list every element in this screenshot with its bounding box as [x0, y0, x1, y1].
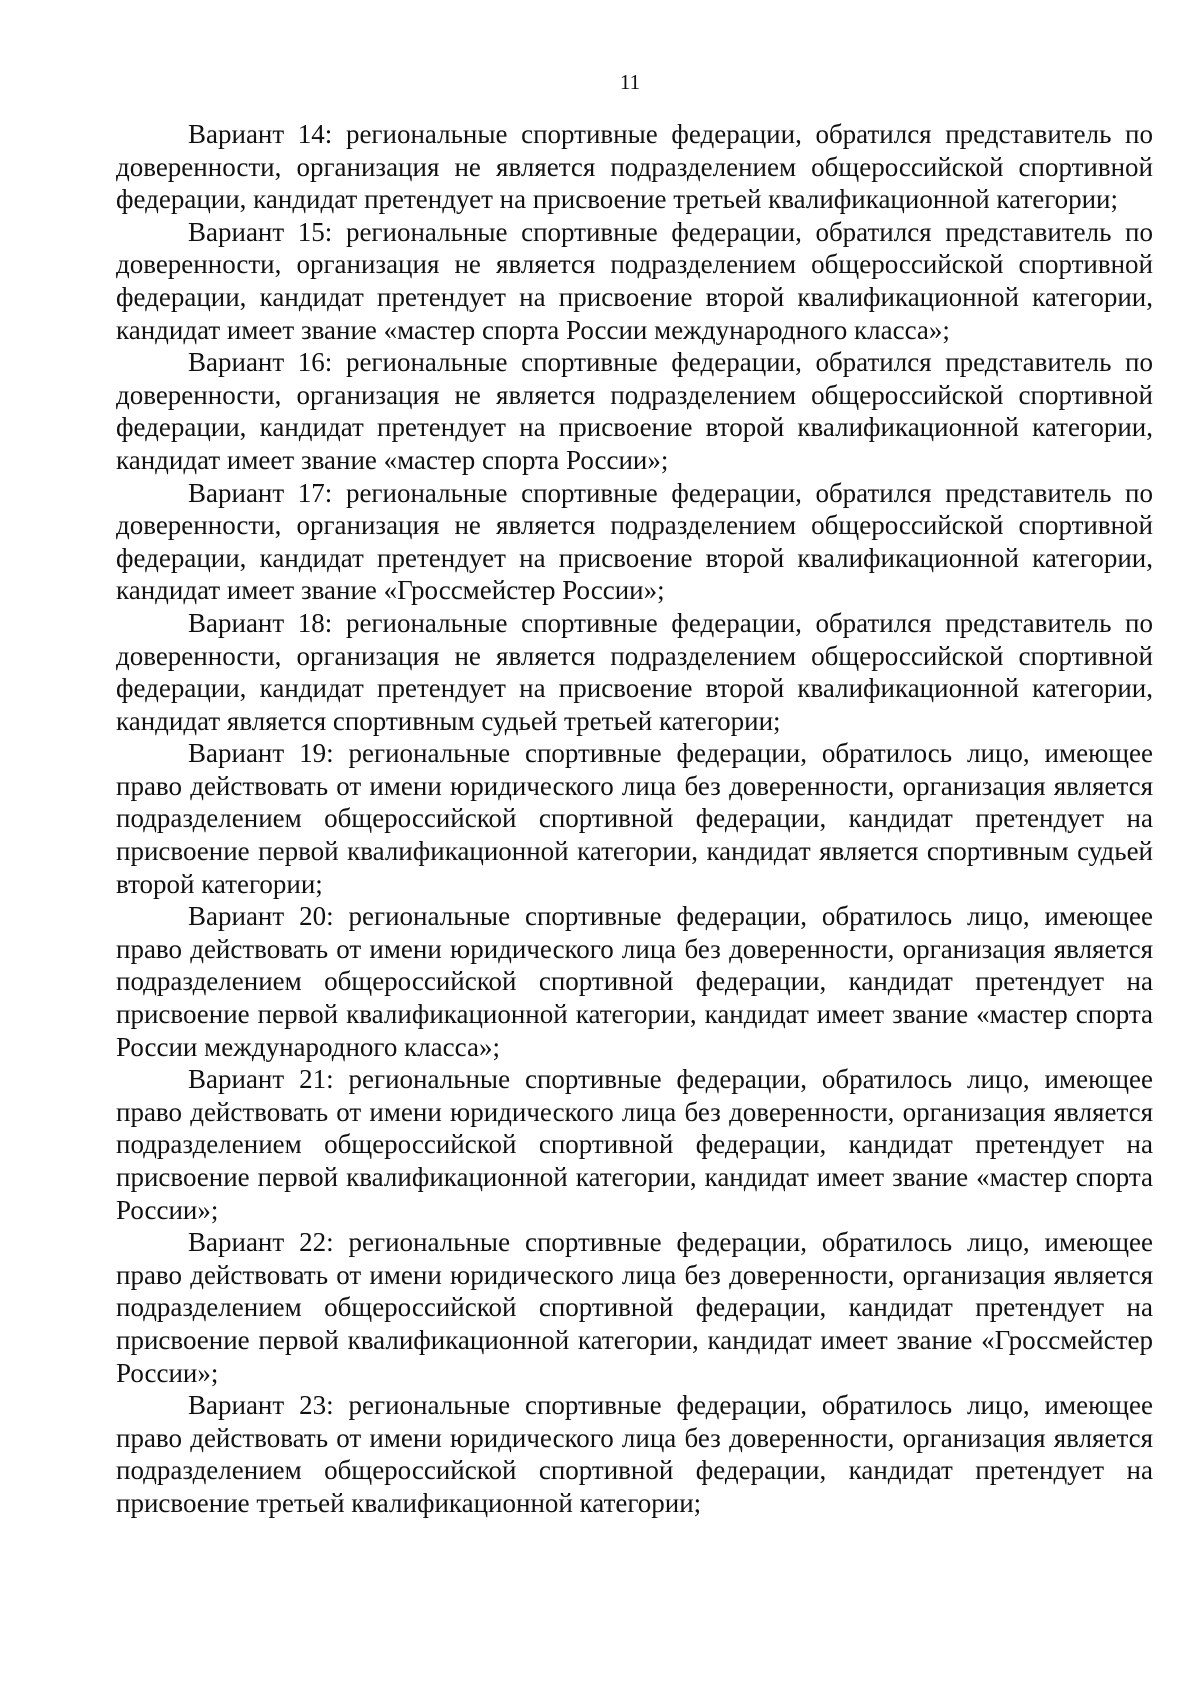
paragraph-variant-17: Вариант 17: региональные спортивные федерации, обратился представитель по доверенности, организация не является подразделением общероссийской спортивной федерации, кандидат претендует на присвоение второй квалификационной категории, кандидат имеет звание «Гроссмейстер России»;: [116, 477, 1153, 606]
paragraph-variant-14: Вариант 14: региональные спортивные федерации, обратился представитель по доверенности, организация не является подразделением общероссийской спортивной федерации, кандидат претендует на присвоение третьей квалификационной категории;: [116, 119, 1153, 215]
paragraph-variant-15: Вариант 15: региональные спортивные федерации, обратился представитель по доверенности, организация не является подразделением общероссийской спортивной федерации, кандидат претендует на присвоение второй квалификационной категории, кандидат имеет звание «мастер спорта России международного класса»;: [116, 216, 1153, 345]
paragraph-variant-23: Вариант 23: региональные спортивные федерации, обратилось лицо, имеющее право действовать от имени юридического лица без доверенности, организация является подразделением общероссийской спортивной федерации, кандидат претендует на присвоение третьей квалификационной категории;: [116, 1390, 1153, 1518]
document-body: [116, 118, 1153, 1520]
paragraph-variant-22: Вариант 22: региональные спортивные федерации, обратилось лицо, имеющее право действовать от имени юридического лица без доверенности, организация является подразделением общероссийской спортивной федерации, кандидат претендует на присвоение первой квалификационной категории, кандидат имеет звание «Гроссмейстер России»;: [116, 1227, 1153, 1388]
paragraph-variant-21: Вариант 21: региональные спортивные федерации, обратилось лицо, имеющее право действовать от имени юридического лица без доверенности, организация является подразделением общероссийской спортивной федерации, кандидат претендует на присвоение первой квалификационной категории, кандидат имеет звание «мастер спорта России»;: [116, 1064, 1153, 1225]
paragraph-variant-19: Вариант 19: региональные спортивные федерации, обратилось лицо, имеющее право действовать от имени юридического лица без доверенности, организация является подразделением общероссийской спортивной федерации, кандидат претендует на присвоение первой квалификационной категории, кандидат является спортивным судьей второй категории;: [116, 738, 1153, 899]
page-number: 11: [619, 70, 641, 94]
paragraph-variant-18: Вариант 18: региональные спортивные федерации, обратился представитель по доверенности, организация не является подразделением общероссийской спортивной федерации, кандидат претендует на присвоение второй квалификационной категории, кандидат является спортивным судьей третьей категории;: [116, 607, 1153, 736]
paragraph-variant-16: Вариант 16: региональные спортивные федерации, обратился представитель по доверенности, организация не является подразделением общероссийской спортивной федерации, кандидат претендует на присвоение второй квалификационной категории, кандидат имеет звание «мастер спорта России»;: [116, 347, 1153, 475]
paragraph-variant-20: Вариант 20: региональные спортивные федерации, обратилось лицо, имеющее право действовать от имени юридического лица без доверенности, организация является подразделением общероссийской спортивной федерации, кандидат претендует на присвоение первой квалификационной категории, кандидат имеет звание «мастер спорта России международного класса»;: [116, 901, 1153, 1062]
